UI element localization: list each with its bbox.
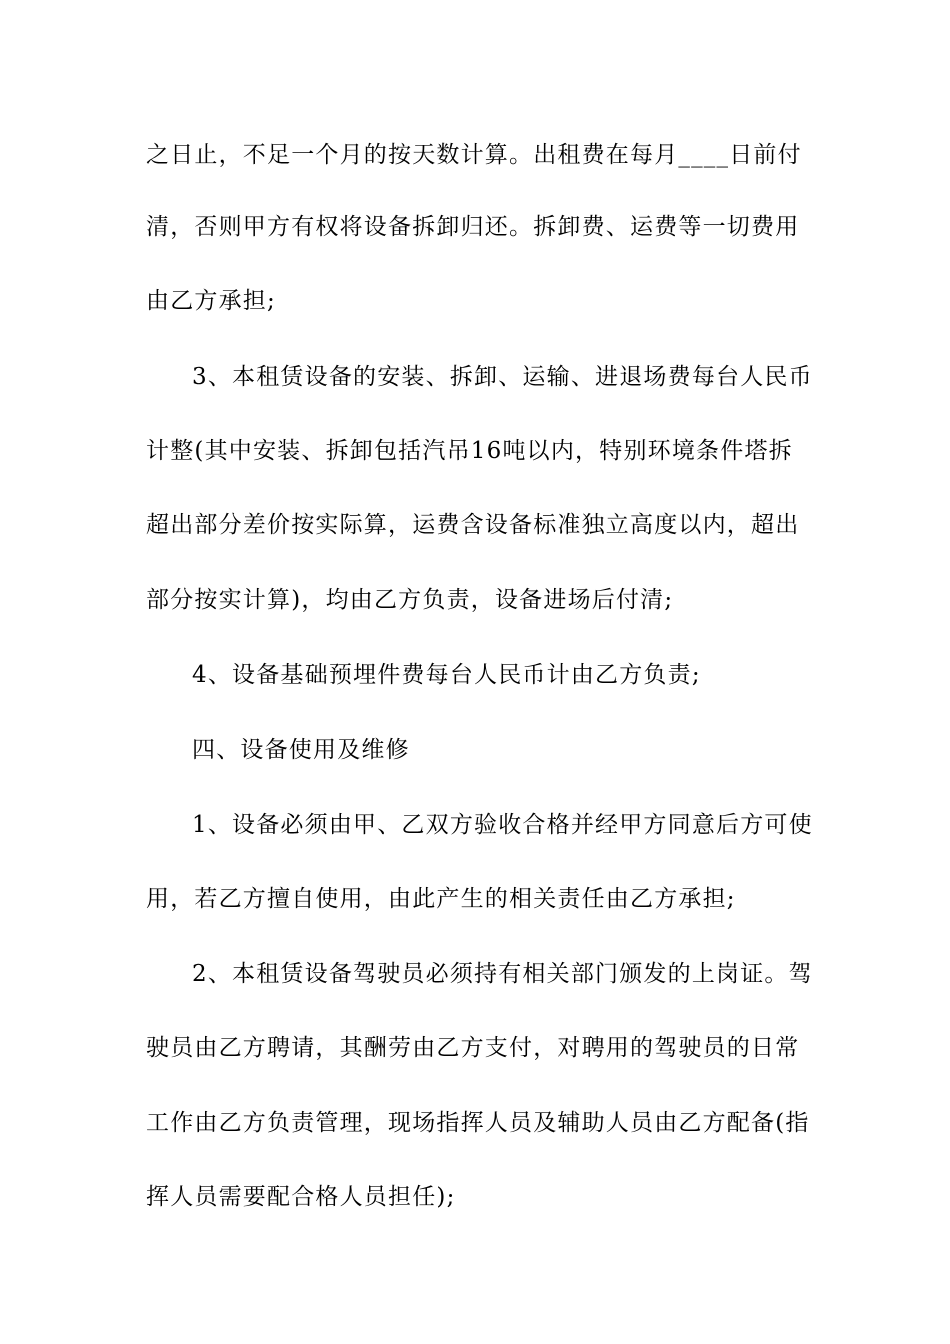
text-line: 由乙方承担;: [146, 288, 276, 314]
paragraph-start: 3、本租赁设备的安装、拆卸、运输、进退场费每台人民币: [192, 364, 813, 390]
text-line: 部分按实计算)，均由乙方负责，设备进场后付清;: [146, 587, 674, 613]
text-line: 清，否则甲方有权将设备拆卸归还。拆卸费、运费等一切费用: [146, 214, 800, 240]
text-line: 超出部分差价按实际算，运费含设备标准独立高度以内，超出: [146, 512, 800, 538]
text-line: 挥人员需要配合格人员担任);: [146, 1184, 456, 1210]
section-heading: 四、设备使用及维修: [192, 737, 410, 763]
paragraph-start: 2、本租赁设备驾驶员必须持有相关部门颁发的上岗证。驾: [192, 961, 813, 987]
text-line: 计整(其中安装、拆卸包括汽吊16吨以内，特别环境条件塔拆: [146, 438, 793, 464]
text-line: 用，若乙方擅自使用，由此产生的相关责任由乙方承担;: [146, 886, 736, 912]
text-line: 工作由乙方负责管理，现场指挥人员及辅助人员由乙方配备(指: [146, 1110, 810, 1136]
text-line: 驶员由乙方聘请，其酬劳由乙方支付，对聘用的驾驶员的日常: [146, 1035, 800, 1061]
paragraph-start: 1、设备必须由甲、乙双方验收合格并经甲方同意后方可使: [192, 812, 813, 838]
paragraph-start: 4、设备基础预埋件费每台人民币计由乙方负责;: [192, 662, 701, 688]
text-line: 之日止，不足一个月的按天数计算。出租费在每月____日前付: [146, 142, 802, 168]
